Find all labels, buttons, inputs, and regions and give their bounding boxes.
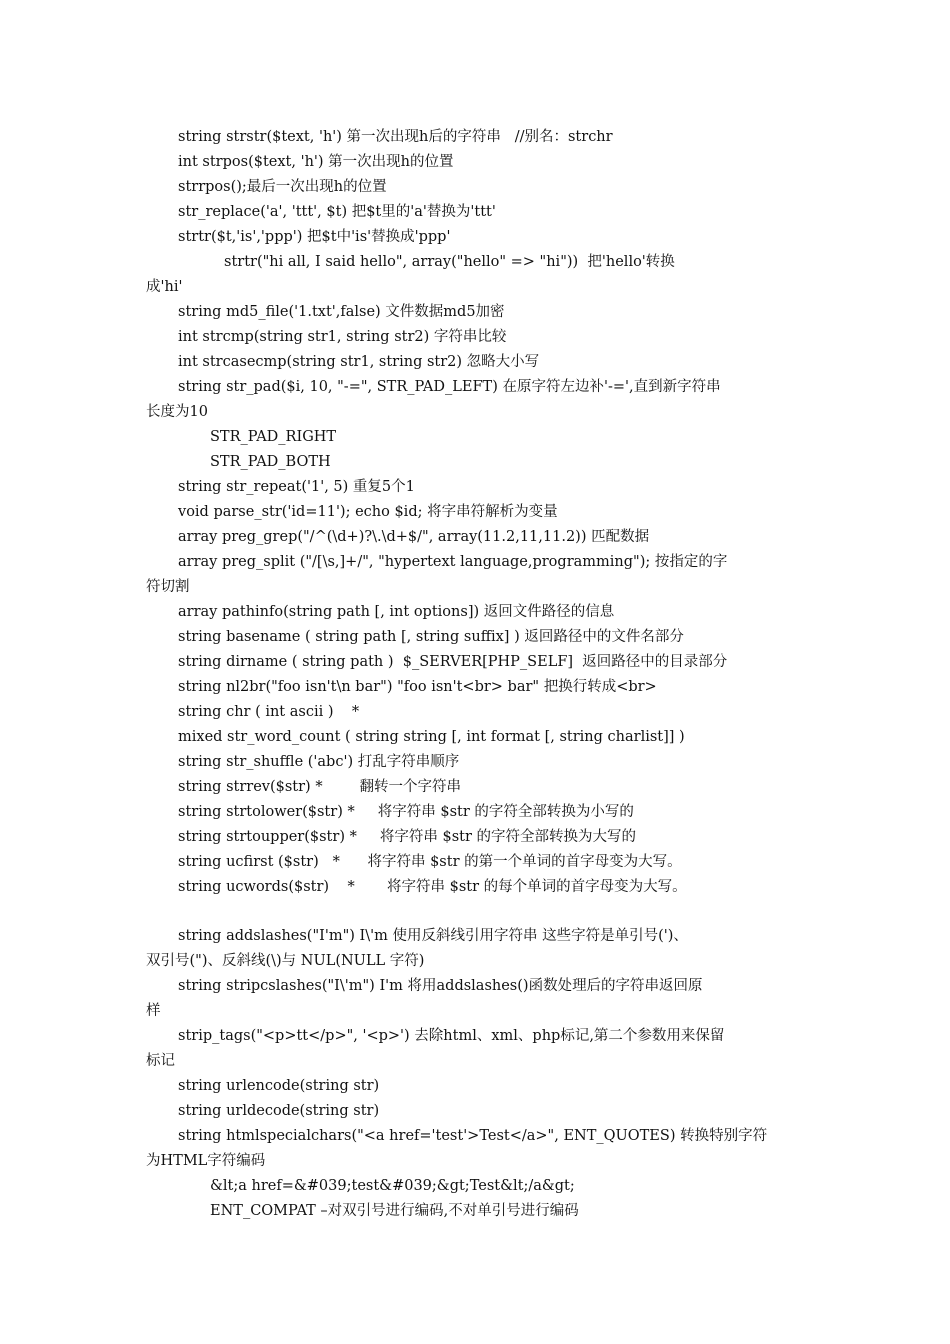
- text-line: array pathinfo(string path [, int options]) 返回文件路径的信息: [178, 604, 615, 620]
- text-line: strip_tags("<p>tt</p>", '<p>') 去除html、xml、php标记,第二个参数用来保留: [178, 1028, 725, 1044]
- text-line: string chr ( int ascii ) *: [178, 704, 360, 720]
- text-line: string nl2br("foo isn't\n bar") "foo isn't<br> bar" 把换行转成<br>: [178, 679, 657, 695]
- text-line: string basename ( string path [, string suffix] ) 返回路径中的文件名部分: [178, 629, 684, 645]
- text-line: array preg_split ("/[\s,]+/", "hypertext language,programming"); 按指定的字: [178, 554, 728, 570]
- text-line: int strcasecmp(string str1, string str2) 忽略大小写: [178, 354, 540, 370]
- text-line: strrpos();最后一次出现h的位置: [178, 179, 387, 195]
- text-line: 长度为10: [146, 404, 208, 420]
- text-line: string stripcslashes("I\'m") I'm 将用addslashes()函数处理后的字符串返回原: [178, 978, 703, 994]
- text-line: string strtolower($str) * 将字符串 $str 的字符全部转换为小写的: [178, 804, 634, 820]
- text-line: string md5_file('1.txt',false) 文件数据md5加密: [178, 304, 505, 320]
- text-line: int strcmp(string str1, string str2) 字符串比较: [178, 329, 507, 345]
- text-line: 符切割: [146, 579, 190, 595]
- text-line: mixed str_word_count ( string string [, int format [, string charlist]] ): [178, 729, 685, 745]
- text-line: string str_shuffle ('abc') 打乱字符串顺序: [178, 754, 460, 770]
- text-line: array preg_grep("/^(\d+)?\.\d+$/", array(11.2,11,11.2)) 匹配数据: [178, 529, 650, 545]
- text-line: string urldecode(string str): [178, 1103, 380, 1119]
- text-line: string strrev($str) * 翻转一个字符串: [178, 779, 461, 795]
- text-line: string ucwords($str) * 将字符串 $str 的每个单词的首字母变为大写。: [178, 879, 687, 895]
- text-line: 为HTML字符编码: [146, 1153, 266, 1169]
- text-line: string dirname ( string path ) $_SERVER[PHP_SELF] 返回路径中的目录部分: [178, 654, 728, 670]
- text-line: str_replace('a', 'ttt', $t) 把$t里的'a'替换为'ttt': [178, 204, 496, 220]
- text-line: ENT_COMPAT –对双引号进行编码,不对单引号进行编码: [210, 1203, 579, 1219]
- text-line: int strpos($text, 'h') 第一次出现h的位置: [178, 154, 454, 170]
- text-line: string str_pad($i, 10, "-=", STR_PAD_LEFT) 在原字符左边补'-=',直到新字符串: [178, 379, 721, 395]
- text-line: string urlencode(string str): [178, 1078, 380, 1094]
- text-line: STR_PAD_RIGHT: [210, 429, 337, 445]
- text-line: STR_PAD_BOTH: [210, 454, 331, 470]
- text-line: string str_repeat('1', 5) 重复5个1: [178, 479, 415, 495]
- text-line: string ucfirst ($str) * 将字符串 $str 的第一个单词的首字母变为大写。: [178, 854, 682, 870]
- text-line: 双引号(")、反斜线(\)与 NUL(NULL 字符): [146, 953, 425, 969]
- text-line: void parse_str('id=11'); echo $id; 将字串符解析为变量: [178, 504, 558, 520]
- text-line: 成'hi': [146, 279, 183, 295]
- text-line: string addslashes("I'm") I\'m 使用反斜线引用字符串 这些字符是单引号(')、: [178, 928, 688, 944]
- text-line: 标记: [146, 1053, 175, 1069]
- text-line: string strstr($text, 'h') 第一次出现h后的字符串 //别名：strchr: [178, 129, 613, 145]
- text-line: strtr($t,'is','ppp') 把$t中'is'替换成'ppp': [178, 229, 451, 245]
- text-line: strtr("hi all, I said hello", array("hello" => "hi")) 把'hello'转换: [224, 254, 675, 270]
- text-line: string strtoupper($str) * 将字符串 $str 的字符全部转换为大写的: [178, 829, 637, 845]
- text-line: 样: [146, 1003, 161, 1019]
- text-line: &lt;a href=&#039;test&#039;&gt;Test&lt;/a&gt;: [210, 1178, 575, 1194]
- text-line: string htmlspecialchars("<a href='test'>Test</a>", ENT_QUOTES) 转换特别字符: [178, 1128, 768, 1144]
